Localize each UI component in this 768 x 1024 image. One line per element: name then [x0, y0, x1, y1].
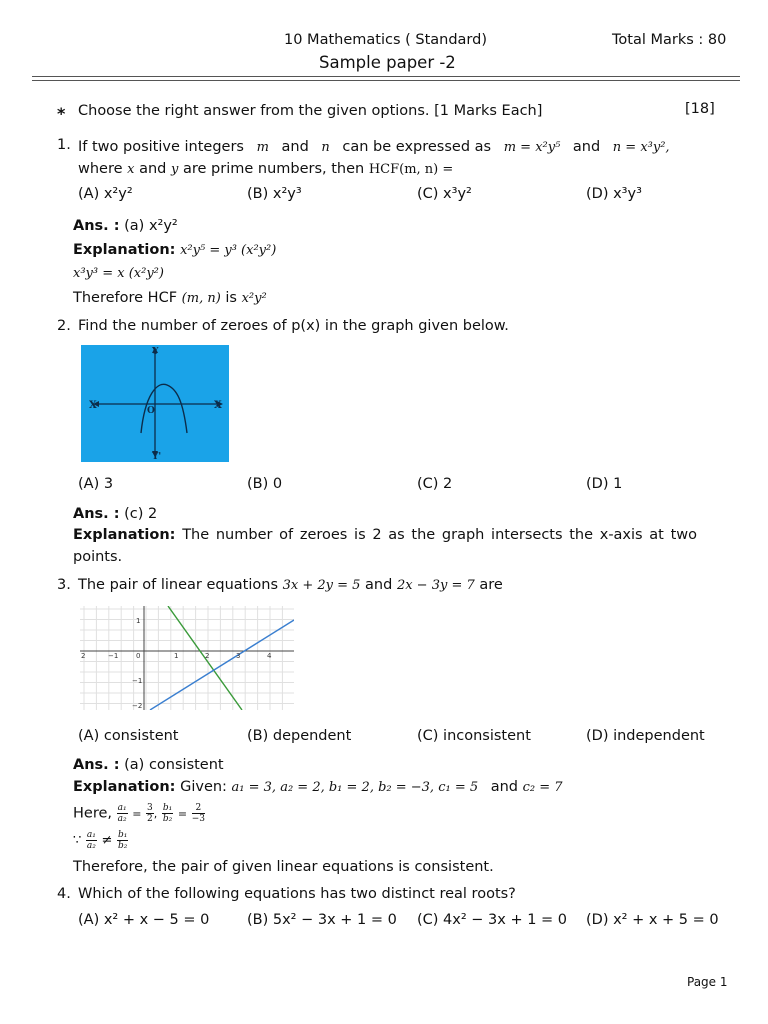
q2-number: 2. — [57, 318, 71, 334]
q4-option-c: (C) 4x² − 3x + 1 = 0 — [417, 912, 568, 928]
q3-and: and — [365, 577, 393, 593]
q2-explanation-2: points. — [73, 549, 123, 565]
q2-ans-label: Ans. : — [73, 506, 120, 522]
q1-option-d: (D) x³y³ — [586, 186, 642, 202]
q2-label-origin: O — [147, 406, 155, 416]
q3-frac-b2-b: b₂ — [118, 841, 128, 851]
q1-option-c: (C) x³y² — [417, 186, 472, 202]
q3-exp-c2: c₂ = 7 — [522, 780, 563, 795]
q3-xtick-5: 3 — [236, 652, 241, 660]
q3-frac-a1: a₁ — [117, 803, 127, 813]
q3-eq-sign-2: = — [177, 807, 188, 821]
q1-where: where — [78, 161, 123, 177]
q3-explanation-2 — [73, 803, 205, 824]
q3-frac-2: 2 — [147, 814, 153, 824]
q1-exp-3d: x²y² — [241, 291, 267, 306]
q3-xtick-6: 4 — [267, 652, 272, 660]
q2-label-x-prime: X — [89, 400, 97, 411]
q3-neq: ≠ — [101, 833, 113, 848]
q3-ytick-2: −2 — [132, 702, 143, 710]
q3-frac-2-m3 — [192, 803, 205, 824]
q1-var-m: m — [256, 140, 269, 155]
q3-comma: , — [153, 807, 158, 821]
q3-frac-b2: b₂ — [162, 814, 173, 824]
q1-answer — [73, 218, 178, 234]
q1-exp-3b: (m, n) — [181, 291, 221, 306]
header-rule-top — [32, 76, 740, 77]
q1-explanation-3 — [73, 290, 267, 306]
q2-option-d: (D) 1 — [586, 476, 623, 492]
q2-option-b: (B) 0 — [247, 476, 283, 492]
q3-frac-a2: a₂ — [117, 814, 127, 824]
q3-option-b: (B) dependent — [247, 728, 352, 744]
q3-eq1: 3x + 2y = 5 — [282, 578, 361, 593]
q3-text — [78, 577, 503, 593]
q2-explanation-1 — [73, 527, 697, 543]
q1-number: 1. — [57, 137, 71, 153]
q2-label-y-prime: Y' — [152, 452, 162, 462]
q3-because: ∵ — [73, 833, 82, 848]
q3-frac-b1-b: b₁ — [118, 830, 128, 840]
q1-and3: and — [139, 161, 167, 177]
q2-label-y: Y — [152, 347, 159, 357]
q4-number: 4. — [57, 886, 71, 902]
q1-hcf: HCF(m, n) = — [368, 162, 454, 177]
q1-ans-label: Ans. : — [73, 218, 120, 234]
q3-exp-coeffs: a₁ = 3, a₂ = 2, b₁ = 2, b₂ = −3, c₁ = 5 — [231, 780, 479, 795]
paper-title: Sample paper -2 — [319, 53, 456, 72]
q3-explanation-3 — [73, 830, 128, 851]
q2-exp-label: Explanation: — [73, 527, 176, 543]
q3-text-b: are — [479, 577, 503, 593]
q3-eq-sign-1: = — [132, 807, 142, 821]
q2-exp-line1: The number of zeroes is 2 as the graph intersects the x-axis at two — [182, 527, 697, 543]
q1-text-a: If two positive integers — [78, 139, 244, 155]
q3-ytick-0: 1 — [136, 617, 141, 625]
q3-ytick-1: −1 — [132, 677, 143, 685]
q1-option-a: (A) x²y² — [78, 186, 133, 202]
q3-frac-b1-b2 — [162, 803, 173, 824]
q1-explanation-2: x³y³ = x (x²y²) — [73, 266, 164, 281]
q1-exp-3a: Therefore HCF — [73, 290, 178, 306]
section-bullet: * — [57, 104, 66, 123]
q2-graph — [81, 345, 229, 462]
q3-option-c: (C) inconsistent — [417, 728, 531, 744]
q1-n-expr: n = x³y², — [612, 140, 670, 155]
q1-line2 — [78, 161, 453, 177]
q1-text-c: are prime numbers, then — [182, 161, 365, 177]
q3-xtick-0: 2 — [81, 652, 86, 660]
q3-exp-given: Given: — [180, 779, 227, 795]
q2-label-x: X — [214, 400, 222, 411]
q2-text: Find the number of zeroes of p(x) in the graph given below. — [78, 318, 509, 334]
subject-title: 10 Mathematics ( Standard) — [284, 32, 487, 48]
q3-frac-3-2 — [146, 803, 154, 824]
q1-exp-3c: is — [225, 290, 237, 306]
header-rule-bottom — [32, 80, 740, 81]
q3-graph — [80, 606, 294, 710]
q3-number: 3. — [57, 577, 71, 593]
q3-explanation-1 — [73, 779, 563, 795]
q2-option-a: (A) 3 — [78, 476, 114, 492]
q3-answer — [73, 757, 224, 773]
q3-option-a: (A) consistent — [78, 728, 179, 744]
q3-xtick-4: 2 — [205, 652, 210, 660]
q3-frac-m3: −3 — [191, 814, 205, 824]
q4-option-a: (A) x² + x − 5 = 0 — [78, 912, 210, 928]
q2-option-c: (C) 2 — [417, 476, 453, 492]
q1-explanation-1 — [73, 242, 276, 258]
q3-xtick-1: −1 — [108, 652, 119, 660]
q3-eq2: 2x − 3y = 7 — [396, 578, 475, 593]
q3-here: Here, — [73, 805, 112, 822]
q3-exp-label: Explanation: — [73, 779, 176, 795]
q4-text: Which of the following equations has two distinct real roots? — [78, 886, 516, 902]
q1-exp-label: Explanation: — [73, 242, 176, 258]
q1-m-expr: m = x²y⁵ — [503, 140, 561, 155]
q1-exp-line1: x²y⁵ = y³ (x²y²) — [180, 243, 277, 258]
q1-text-b: can be expressed as — [342, 139, 492, 155]
q4-option-b: (B) 5x² − 3x + 1 = 0 — [247, 912, 397, 928]
q3-frac-2b: 2 — [192, 803, 205, 814]
section-instruction: Choose the right answer from the given options. [1 Marks Each] — [78, 103, 543, 119]
q1-var-x: x — [127, 162, 135, 177]
q3-frac-a2-b: a₂ — [86, 841, 96, 851]
q1-ans-value: (a) x²y² — [124, 218, 178, 234]
q1-line1 — [78, 139, 696, 155]
q1-and1: and — [281, 139, 309, 155]
q2-ans-value: (c) 2 — [124, 506, 158, 522]
q3-ans-value: (a) consistent — [124, 757, 224, 773]
q3-ans-label: Ans. : — [73, 757, 120, 773]
q3-xtick-3: 1 — [174, 652, 179, 660]
total-marks: Total Marks : 80 — [612, 32, 727, 48]
q3-option-d: (D) independent — [586, 728, 705, 744]
q3-xtick-2: 0 — [136, 652, 141, 660]
q3-frac-b1-b2-b — [117, 830, 128, 851]
q4-option-d: (D) x² + x + 5 = 0 — [586, 912, 719, 928]
section-marks: [18] — [685, 101, 715, 117]
q3-text-a: The pair of linear equations — [78, 577, 279, 593]
page-number: Page 1 — [687, 975, 728, 989]
q1-var-n: n — [321, 140, 330, 155]
q3-exp-and: and — [490, 779, 519, 795]
q3-frac-a1-b: a₁ — [86, 830, 96, 840]
q1-var-y: y — [171, 162, 179, 177]
q1-option-b: (B) x²y³ — [247, 186, 302, 202]
q3-frac-b1: b₁ — [162, 803, 173, 813]
q1-and2: and — [572, 139, 601, 155]
q2-answer — [73, 506, 157, 522]
q3-frac-a1-a2-b — [86, 830, 97, 851]
q3-conclusion: Therefore, the pair of given linear equations is consistent. — [73, 859, 494, 875]
q3-frac-3: 3 — [147, 803, 153, 813]
q3-frac-a1-a2 — [117, 803, 128, 824]
